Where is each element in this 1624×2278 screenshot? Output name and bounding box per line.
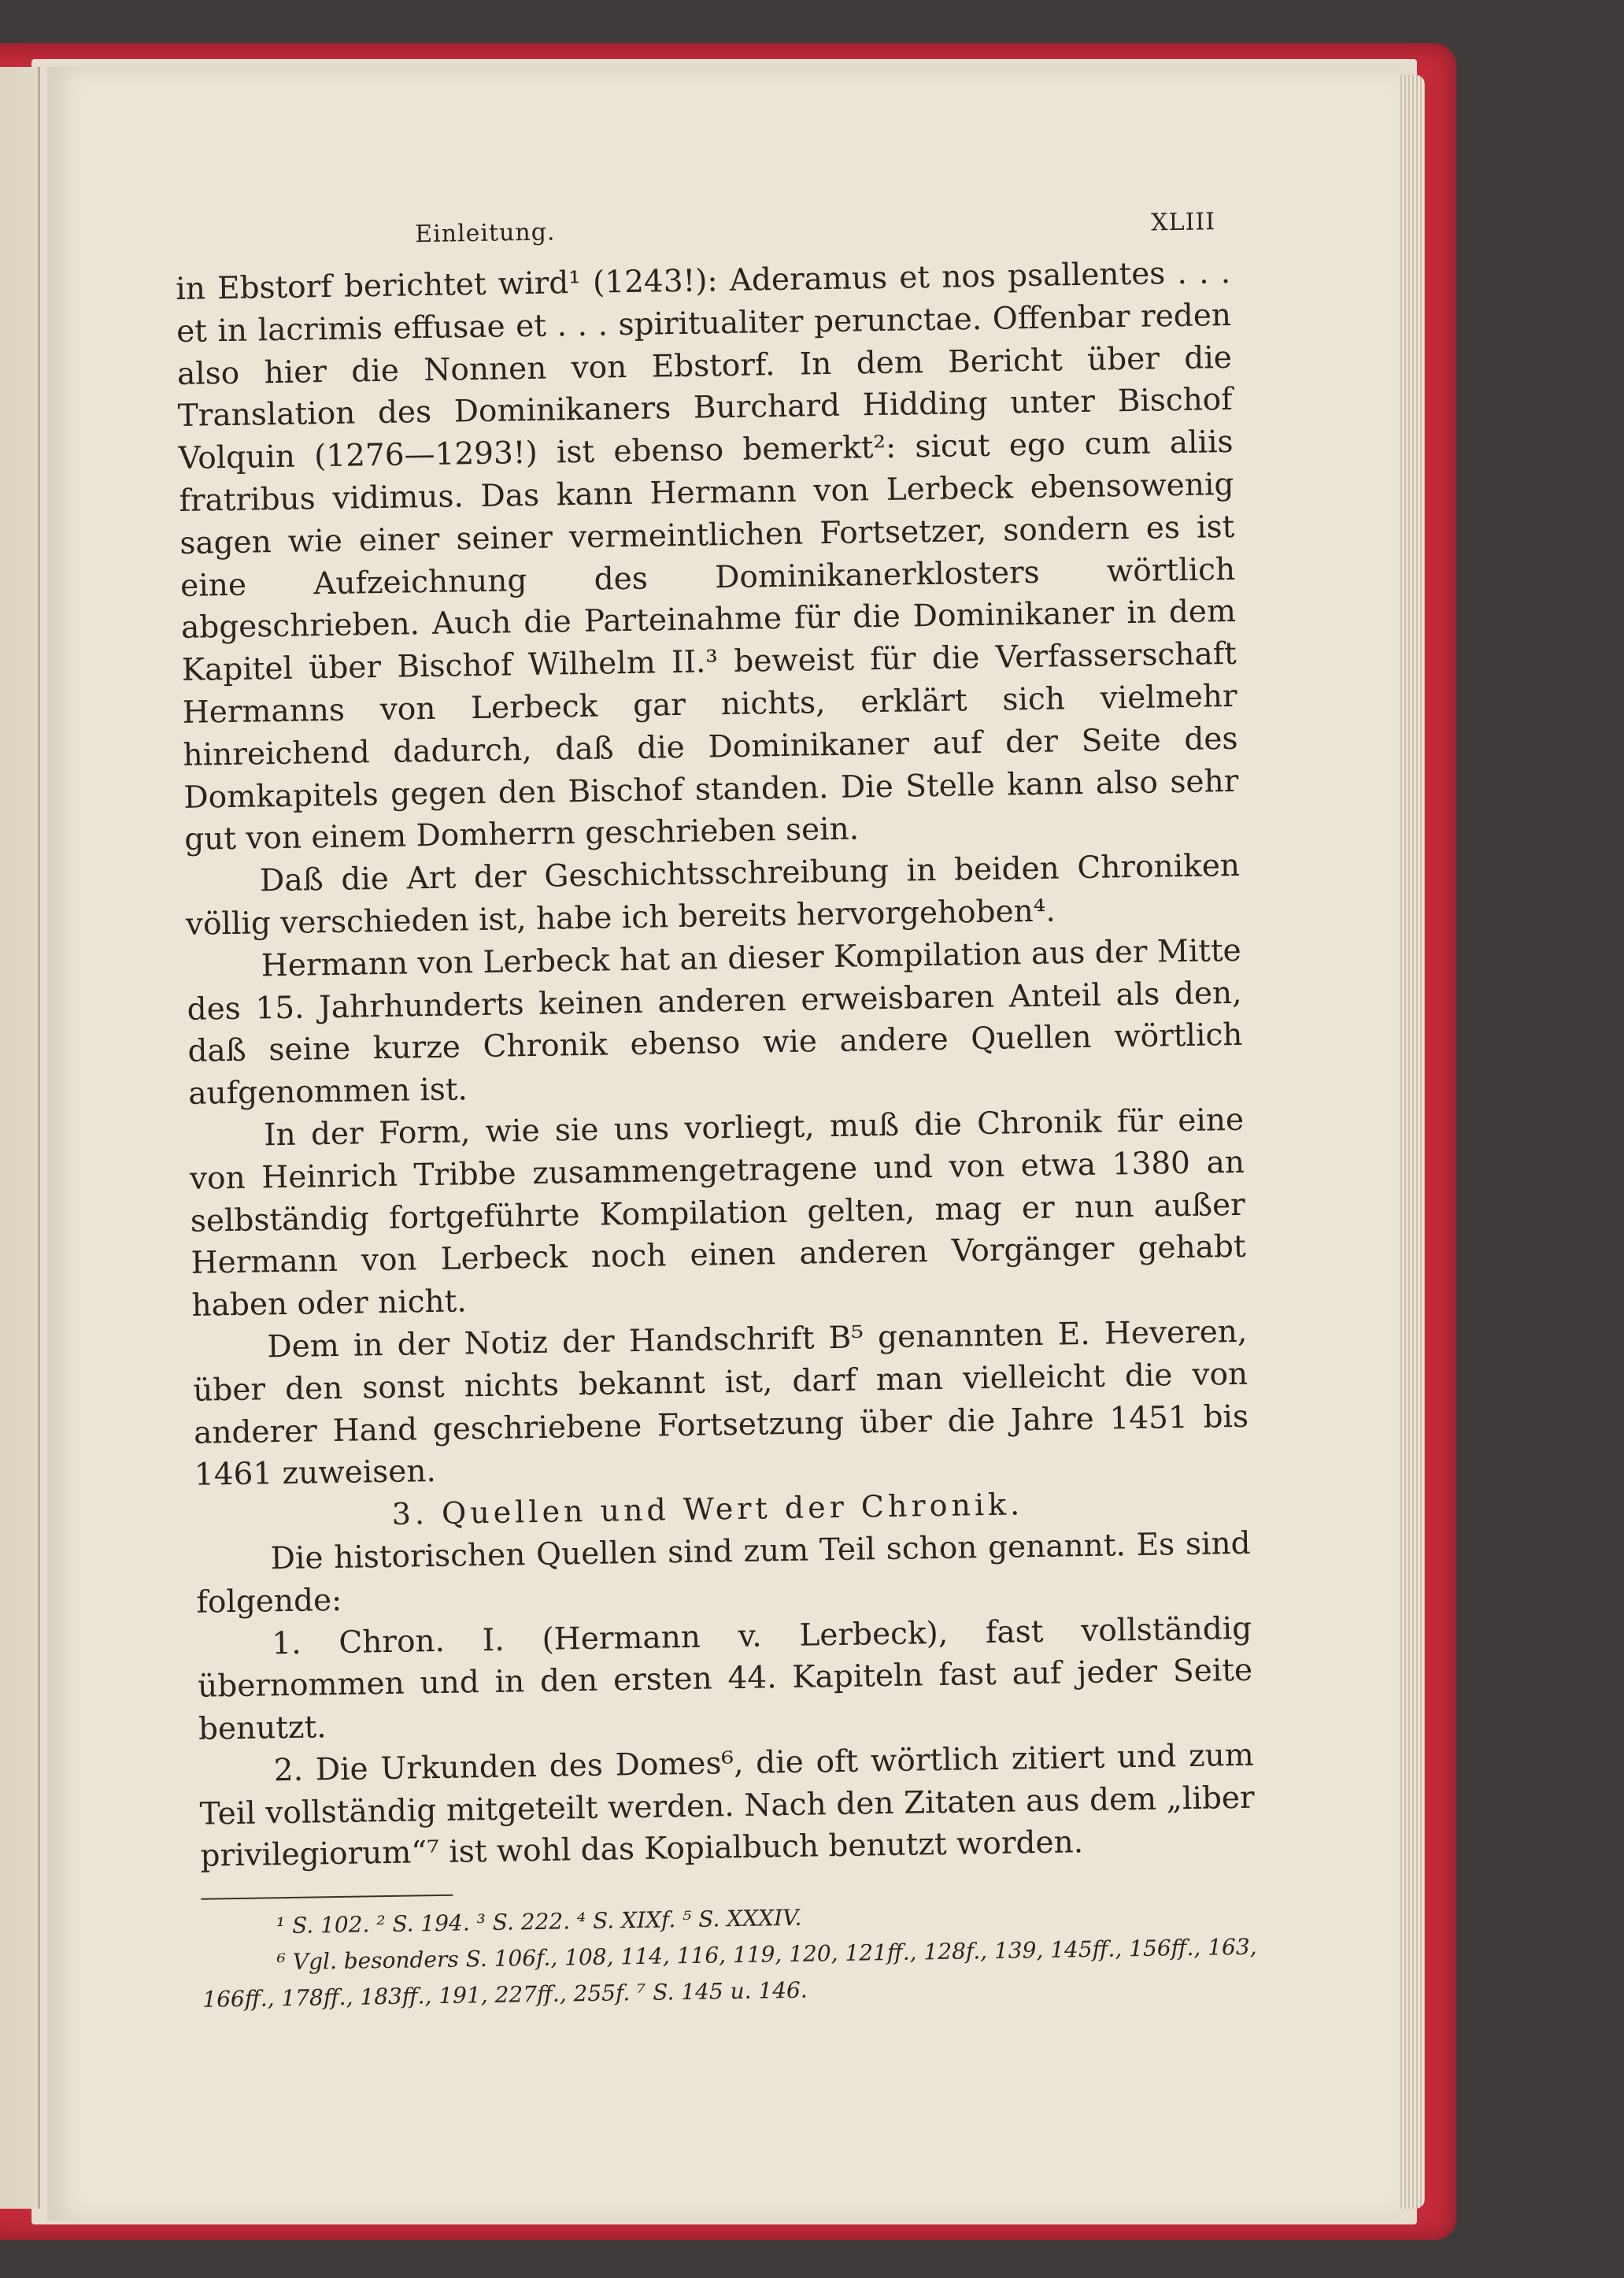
page-edges (1398, 75, 1425, 2209)
footnotes (202, 1893, 1258, 2018)
paragraph: Dem in der Notiz der Handschrift B⁵ genannten E. Heveren, über den sonst nichts bekannt ist, darf man vielleicht die von anderer Hand geschriebene Fortsetzung über die Jahre 1451 bis 1461 zuweisen. (192, 1313, 1249, 1494)
list-item: 2. Die Urkunden des Domes⁶, die oft wörtlich zitiert und zum Teil vollständig mitgeteilt werden. Nach den Zitaten aus dem „liber privilegiorum“⁷ ist wohl das Kopialbuch benutzt worden. (199, 1737, 1255, 1875)
footnote: ¹ S. 102. ² S. 194. ³ S. 222. ⁴ S. XIXf. ⁵ S. XXXIV. (276, 1905, 802, 1939)
paragraph: Hermann von Lerbeck hat an dieser Kompilation aus der Mitte des 15. Jahrhunderts keinen anderen erweisbaren Anteil als den, daß seine kurze Chronik ebenso wie andere Quellen wörtlich aufgenommen ist. (187, 932, 1243, 1113)
paragraph: in Ebstorf berichtet wird¹ (1243!): Aderamus et nos psallentes . . . et in lacrimis effusae et . . . spiritualiter perunctae. Offenbar reden also hier die Nonnen von Ebstorf. In dem Bericht über die Translation des Dominikaners Burchard Hidding unter Bischof Volquin (1276—1293!) ist ebenso bemerkt²: sicut ego cum aliis fratribus vidimus. Das kann Hermann von Lerbeck ebensowenig sagen wie einer seiner vermeintlichen Fortsetzer, sondern es ist eine Aufzeichnung des Dominikanerklosters wörtlich abgeschrieben. Auch die Parteinahme für die Dominikaner in dem Kapitel über Bischof Wilhelm II.³ beweist für die Verfasserschaft Hermanns von Lerbeck gar nichts, erklärt sich vielmehr hinreichend dadurch, daß die Dominikaner auf der Seite des Domkapitels gegen den Bischof standen. Die Stelle kann also sehr gut von einem Domherrn geschrieben sein. (175, 254, 1239, 858)
footnote-rule (201, 1895, 453, 1900)
page-content (175, 208, 1258, 2018)
paragraph: Die historischen Quellen sind zum Teil schon genannt. Es sind folgende: (196, 1525, 1251, 1621)
book-page (47, 67, 1398, 2221)
list-item: 1. Chron. I. (Hermann v. Lerbeck), fast vollständig übernommen und in den ersten 44. Kapiteln fast auf jeder Seite benutzt. (197, 1610, 1253, 1747)
main-text (176, 252, 1256, 1878)
header-title: Einleitung. (414, 218, 556, 249)
section-heading: 3. Quellen und Wert der Chronik. (391, 1487, 1024, 1532)
left-page-edge (0, 67, 40, 2209)
paragraph: Daß die Art der Geschichtsschreibung in beiden Chroniken völlig verschieden ist, habe ich bereits hervorgehoben⁴. (185, 848, 1241, 943)
page-number: XLIII (1151, 208, 1216, 237)
paragraph: In der Form, wie sie uns vorliegt, muß die Chronik für eine von Heinrich Tribbe zusammengetragene und von etwa 1380 an selbständig fortgeführte Kompilation gelten, mag er nun außer Hermann von Lerbeck noch einen anderen Vorgänger gehabt haben oder nicht. (189, 1102, 1246, 1324)
footnote: ⁶ Vgl. besonders S. 106f., 108, 114, 116, 119, 120, 121ff., 128f., 139, 145ff., 156ff., 163, 166ff., 178ff., 183ff., 191, 227ff., 255f. ⁷ S. 145 u. 146. (202, 1933, 1257, 2013)
